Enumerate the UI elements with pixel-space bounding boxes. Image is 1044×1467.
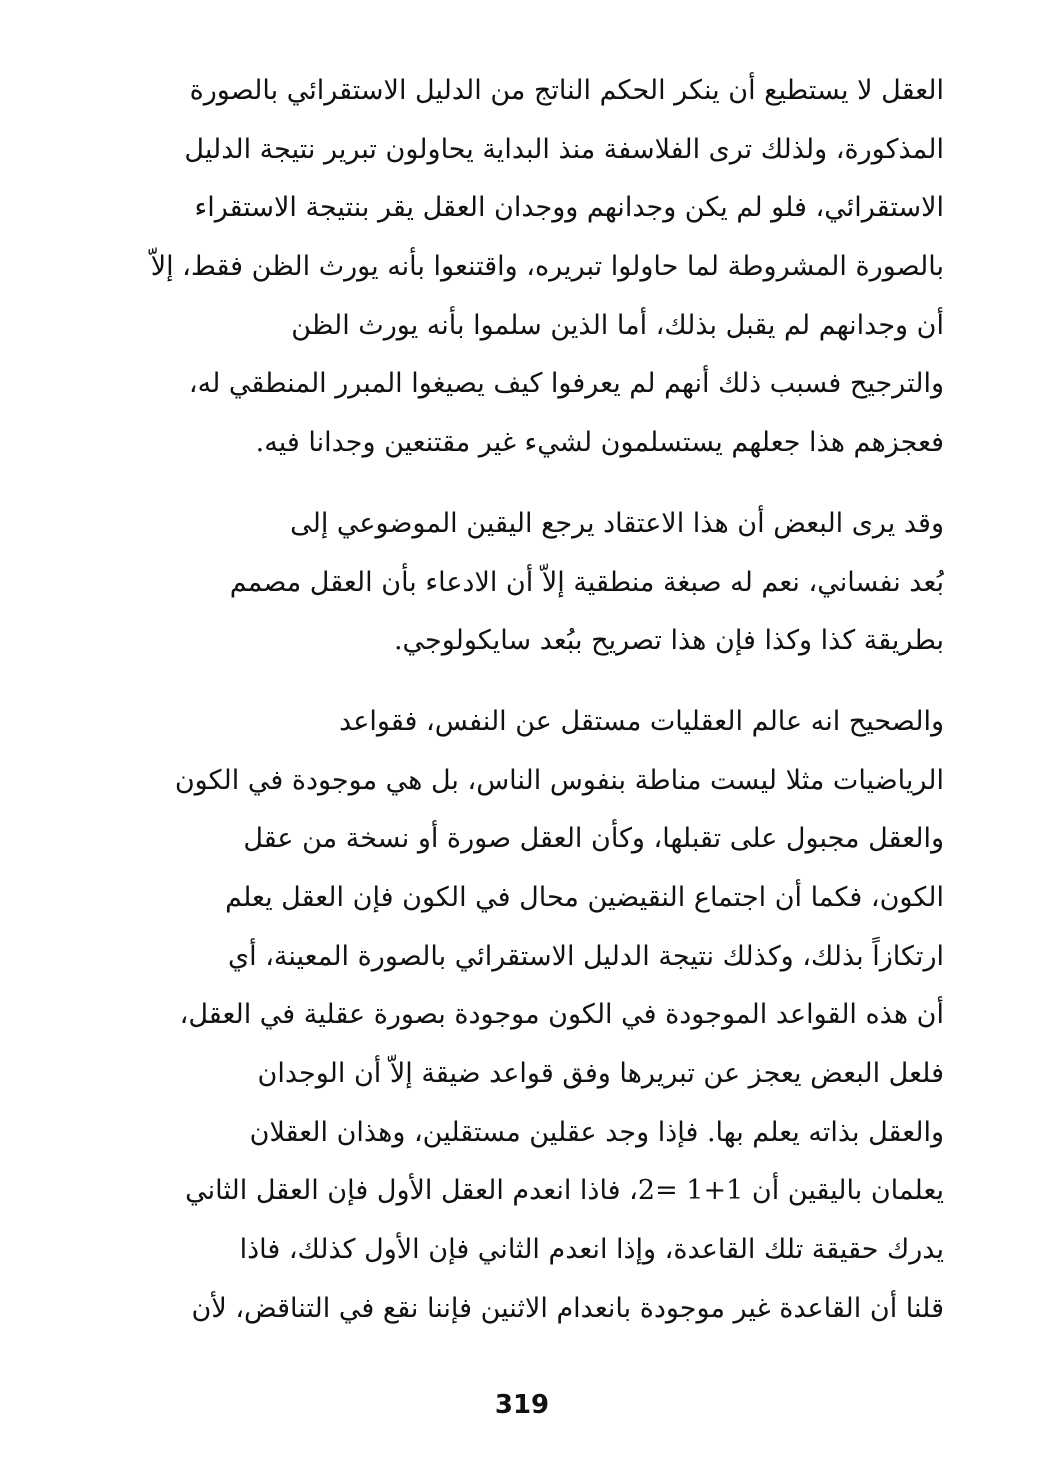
page-number: 319	[494, 1390, 550, 1420]
text-line: والعقل بذاته يعلم بها. فإذا وجد عقلين مستقلين، وهذان العقلان	[249, 1116, 944, 1148]
text-line: بُعد نفساني، نعم له صبغة منطقية إلاّ أن الادعاء بأن العقل مصمم	[229, 566, 944, 598]
text-line: الرياضيات مثلا ليست مناطة بنفوس الناس، بل هي موجودة في الكون	[174, 764, 944, 796]
text-line: المذكورة، ولذلك ترى الفلاسفة منذ البداية يحاولون تبرير نتيجة الدليل	[184, 133, 944, 165]
paragraph-spacer	[100, 473, 944, 495]
text-line: وقد يرى البعض أن هذا الاعتقاد يرجع اليقين الموضوعي إلى	[290, 507, 944, 539]
text-line: الكون، فكما أن اجتماع النقيضين محال في الكون فإن العقل يعلم	[225, 881, 944, 913]
paragraph-1	[100, 62, 944, 473]
text-line: قلنا أن القاعدة غير موجودة بانعدام الاثنين فإننا نقع في التناقض، لأن	[191, 1292, 944, 1324]
text-line: والترجيح فسبب ذلك أنهم لم يعرفوا كيف يصيغوا المبرر المنطقي له،	[188, 368, 944, 400]
paragraph-spacer	[100, 671, 944, 693]
text-line: والعقل مجبول على تقبلها، وكأن العقل صورة أو نسخة من عقل	[243, 823, 944, 855]
text-line: ارتكازاً بذلك، وكذلك نتيجة الدليل الاستقرائي بالصورة المعينة، أي	[227, 940, 944, 972]
text-line: أن هذه القواعد الموجودة في الكون موجودة بصورة عقلية في العقل،	[179, 999, 944, 1031]
text-line: أن وجدانهم لم يقبل بذلك، أما الذين سلموا بأنه يورث الظن	[291, 309, 944, 341]
text-line: فلعل البعض يعجز عن تبريرها وفق قواعد ضيقة إلاّ أن الوجدان	[257, 1058, 944, 1089]
text-line: والصحيح انه عالم العقليات مستقل عن النفس، فقواعد	[339, 705, 944, 737]
text-line: بطريقة كذا وكذا فإن هذا تصريح ببُعد سايكولوجي.	[393, 625, 944, 657]
text-line: يدرك حقيقة تلك القاعدة، وإذا انعدم الثاني فإن الأول كذلك، فاذا	[239, 1234, 944, 1266]
text-line: بالصورة المشروطة لما حاولوا تبريره، واقتنعوا بأنه يورث الظن فقط، إلاّ	[150, 251, 944, 283]
paragraph-3	[100, 693, 944, 1339]
paragraph-2	[100, 495, 944, 671]
text-line: يعلمان باليقين أن 1+1 =2، فاذا انعدم العقل الأول فإن العقل الثاني	[185, 1175, 944, 1207]
body-text	[100, 62, 944, 1338]
text-line: الاستقرائي، فلو لم يكن وجدانهم ووجدان العقل يقر بنتيجة الاستقراء	[194, 192, 944, 224]
text-line: العقل لا يستطيع أن ينكر الحكم الناتج من الدليل الاستقرائي بالصورة	[189, 75, 944, 106]
text-line: فعجزهم هذا جعلهم يستسلمون لشيء غير مقتنعين وجدانا فيه.	[255, 427, 944, 459]
